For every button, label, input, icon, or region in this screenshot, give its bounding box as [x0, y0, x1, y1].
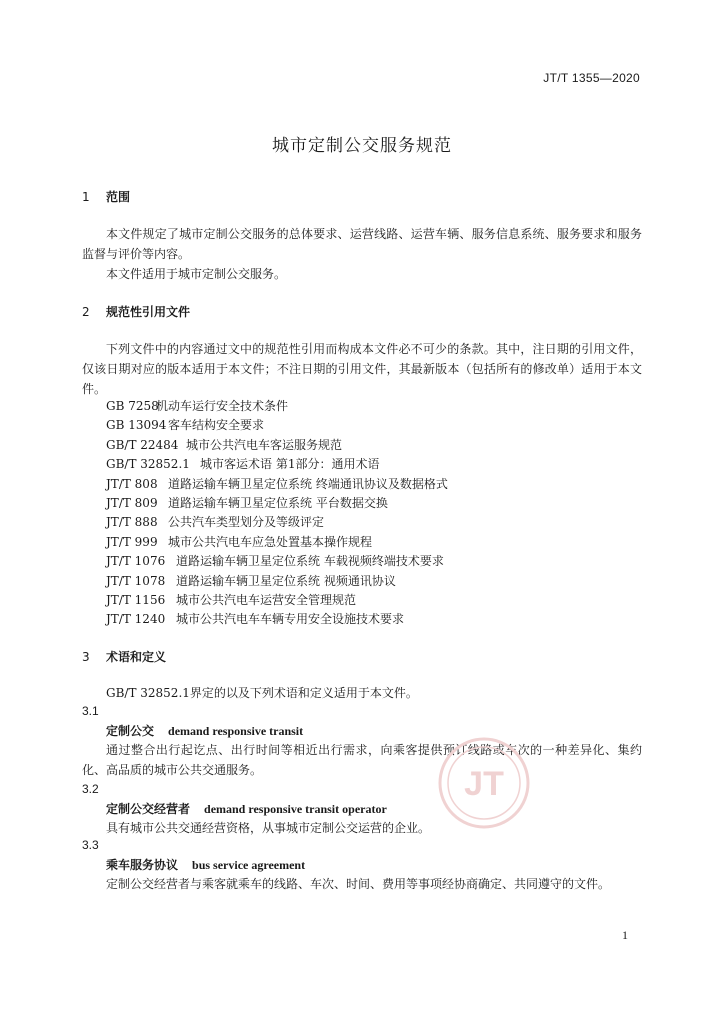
term-heading	[106, 722, 303, 739]
term-zh: 乘车服务协议	[106, 858, 179, 872]
reference-code: GB/T 22484	[106, 437, 179, 452]
term-heading	[106, 800, 387, 817]
reference-item	[106, 494, 448, 513]
reference-item	[106, 475, 448, 494]
reference-code: GB 7258	[106, 399, 159, 413]
jt-watermark-stamp	[436, 735, 532, 831]
reference-name: 机动车运行安全技术条件	[156, 399, 289, 413]
reference-name: 道路运输车辆卫星定位系统 车载视频终端技术要求	[176, 554, 444, 569]
term-zh: 定制公交经营者	[106, 802, 191, 816]
section-number: 1	[82, 190, 90, 204]
section-2-paragraph: 下列文件中的内容通过文中的规范性引用而构成本文件必不可少的条款。其中，注日期的引用文件，仅该日期对应的版本适用于本文件；不注日期的引用文件，其最新版本（包括所有的修改单）适用于本文件。	[82, 342, 642, 396]
term-heading	[106, 856, 305, 873]
reference-code: GB/T 32852.1	[106, 457, 190, 472]
section-number: 3	[82, 650, 90, 664]
term-zh: 定制公交	[106, 724, 155, 738]
term-definition: 具有城市公共交通经营资格，从事城市定制公交运营的企业。	[106, 821, 431, 835]
section-title: 范围	[106, 190, 131, 204]
reference-name: 道路运输车辆卫星定位系统 视频通讯协议	[176, 573, 396, 588]
term-en: demand responsive transit operator	[204, 802, 387, 816]
reference-code: JT/T 808	[106, 476, 158, 491]
term-definition: 通过整合出行起讫点、出行时间等相近出行需求，向乘客提供预订线路或车次的一种差异化、集约化、高品质的城市公共交通服务。	[82, 743, 642, 777]
section-2-heading	[82, 303, 190, 320]
normative-references-list	[106, 397, 448, 630]
section-1-paragraph-2: 本文件适用于城市定制公交服务。	[106, 267, 287, 281]
reference-name: 道路运输车辆卫星定位系统 终端通讯协议及数据格式	[168, 476, 448, 491]
section-title: 规范性引用文件	[106, 305, 191, 319]
stamp-text: JT	[464, 765, 504, 803]
term-number: 3.2	[82, 782, 99, 796]
reference-code: JT/T 1240	[106, 612, 166, 627]
reference-item	[106, 416, 448, 435]
section-title: 术语和定义	[106, 650, 167, 664]
reference-item	[106, 591, 448, 610]
reference-name: 城市公共汽电车应急处置基本操作规程	[168, 534, 373, 549]
document-title: 城市定制公交服务规范	[272, 136, 452, 156]
reference-name: 道路运输车辆卫星定位系统 平台数据交换	[168, 495, 388, 510]
reference-item	[106, 513, 448, 532]
reference-name: 公共汽车类型划分及等级评定	[168, 515, 325, 530]
reference-code: JT/T 1076	[106, 554, 166, 569]
page-number: 1	[622, 928, 628, 942]
reference-code: JT/T 1078	[106, 573, 166, 588]
reference-name: 城市客运术语 第1部分：通用术语	[200, 457, 380, 472]
term-en: demand responsive transit	[168, 724, 304, 738]
reference-name: 城市公共汽电车车辆专用安全设施技术要求	[176, 612, 405, 627]
reference-code: GB 13094	[106, 418, 167, 433]
term-number: 3.1	[82, 704, 99, 718]
reference-code: JT/T 809	[106, 495, 158, 510]
term-en: bus service agreement	[192, 858, 306, 872]
reference-item	[106, 610, 448, 629]
reference-name: 客车结构安全要求	[168, 418, 265, 433]
reference-name: 城市公共汽电车客运服务规范	[186, 437, 343, 452]
term-definition: 定制公交经营者与乘客就乘车的线路、车次、时间、费用等事项经协商确定、共同遵守的文件。	[106, 877, 611, 891]
reference-item	[106, 436, 448, 455]
section-3-intro: GB/T 32852.1界定的以及下列术语和定义适用于本文件。	[106, 686, 418, 700]
section-number: 2	[82, 305, 90, 319]
reference-code: JT/T 999	[106, 534, 158, 549]
reference-code: JT/T 1156	[106, 592, 166, 607]
standard-code: JT/T 1355—2020	[543, 71, 640, 85]
reference-item	[106, 552, 448, 571]
reference-code: JT/T 888	[106, 515, 158, 530]
section-3-heading	[82, 648, 166, 665]
section-1-heading	[82, 188, 130, 205]
section-1-paragraph-1: 本文件规定了城市定制公交服务的总体要求、运营线路、运营车辆、服务信息系统、服务要求和服务监督与评价等内容。	[82, 227, 642, 261]
reference-name: 城市公共汽电车运营安全管理规范	[176, 592, 357, 607]
reference-item	[106, 397, 448, 416]
term-number: 3.3	[82, 838, 99, 852]
reference-item	[106, 455, 448, 474]
reference-item	[106, 572, 448, 591]
reference-item	[106, 533, 448, 552]
